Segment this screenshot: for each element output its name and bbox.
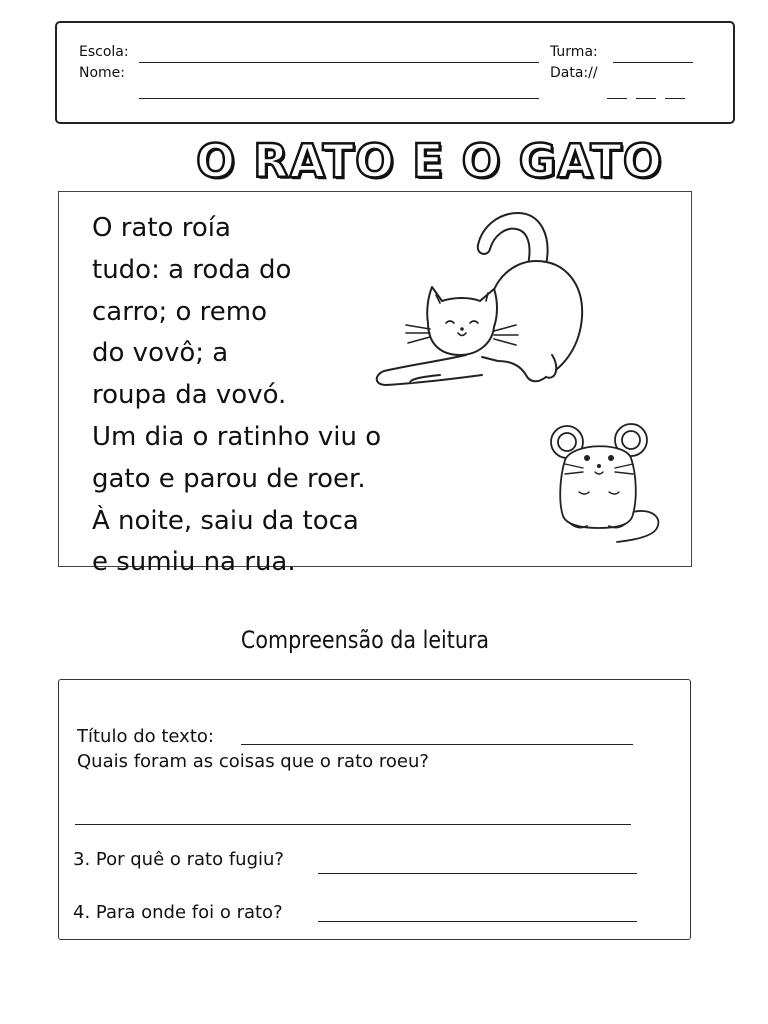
date-year-field[interactable] — [665, 98, 685, 99]
date-month-field[interactable] — [636, 98, 656, 99]
story-line: gato e parou de roer. — [92, 463, 366, 494]
story-line: e sumiu na rua. — [92, 547, 296, 578]
school-field[interactable] — [139, 62, 539, 63]
question-4-label: 4. Para onde foi o rato? — [73, 902, 283, 923]
questions-box — [58, 679, 691, 940]
cat-illustration — [370, 205, 600, 395]
question-3-label: 3. Por quê o rato fugiu? — [73, 849, 284, 870]
section-heading: Compreensão da leitura — [240, 626, 490, 654]
header-box — [55, 21, 735, 124]
story-line: tudo: a roda do — [92, 254, 292, 285]
answer-3-line[interactable] — [318, 873, 637, 874]
class-label: Turma: — [550, 44, 598, 60]
name-field[interactable] — [139, 98, 539, 99]
date-label: Data:// — [550, 65, 598, 81]
mouse-illustration — [545, 420, 670, 545]
answer-things-line[interactable] — [75, 824, 631, 825]
answer-4-line[interactable] — [318, 921, 637, 922]
story-line: do vovô; a — [92, 338, 229, 369]
school-label: Escola: — [79, 44, 129, 60]
question-things-label: Quais foram as coisas que o rato roeu? — [77, 751, 429, 772]
story-text — [92, 208, 381, 584]
story-line: O rato roía — [92, 213, 231, 243]
story-line: À noite, saiu da toca — [92, 505, 359, 536]
story-line: Um dia o ratinho viu o — [92, 421, 382, 452]
story-line: carro; o remo — [92, 296, 268, 327]
class-field[interactable] — [613, 62, 693, 63]
story-line: roupa da vovó. — [92, 380, 287, 411]
question-title-label: Título do texto: — [77, 726, 214, 747]
date-day-field[interactable] — [607, 98, 627, 99]
name-label: Nome: — [79, 65, 126, 81]
answer-title-line[interactable] — [241, 744, 633, 745]
page-title: O RATO E O GATO — [196, 134, 663, 188]
